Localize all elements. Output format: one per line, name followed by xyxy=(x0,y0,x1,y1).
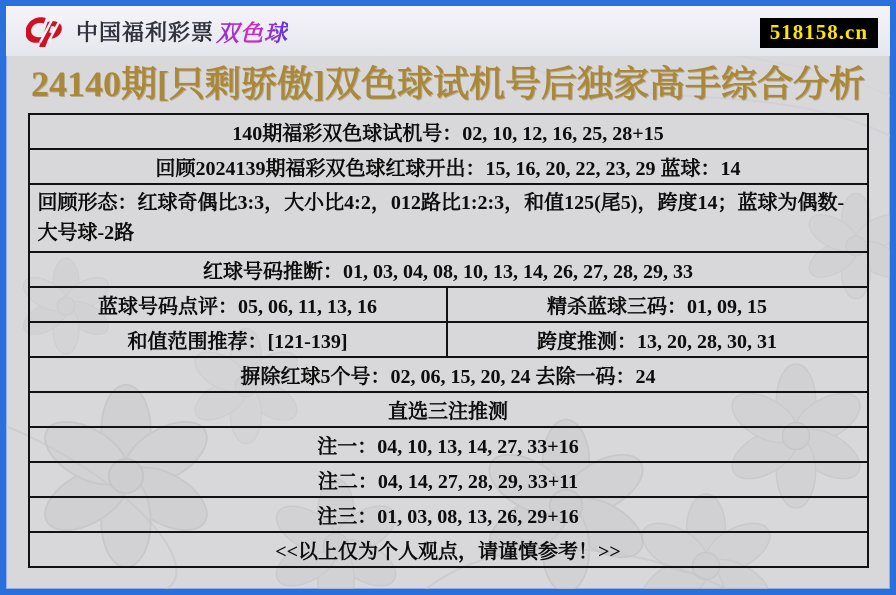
row-sum-span xyxy=(30,323,867,358)
row-pick-3: 注三：01, 03, 08, 13, 26, 29+16 xyxy=(30,498,867,533)
row-previous-draw: 回顾2024139期福彩双色球红球开出：15, 16, 20, 22, 23, 29 蓝球：14 xyxy=(30,150,867,185)
page-title: 24140期[只剩骄傲]双色球试机号后独家高手综合分析 xyxy=(31,64,865,104)
china-welfare-lottery-logo xyxy=(26,11,68,51)
analysis-table xyxy=(28,113,869,568)
cell-span-prediction: 跨度推测：13, 20, 28, 30, 31 xyxy=(537,331,777,353)
row-direct-picks-header: 直选三注推测 xyxy=(30,393,867,428)
cell-blue-ball-comment: 蓝球号码点评：05, 06, 11, 13, 16 xyxy=(30,288,448,321)
cell-kill-blue-three: 精杀蓝球三码：01, 09, 15 xyxy=(547,296,767,318)
brand-prefix: 中国福利彩票 xyxy=(76,19,215,45)
row-disclaimer: <<以上仅为个人观点，请谨慎参考！>> xyxy=(275,541,621,563)
brand-title xyxy=(76,15,288,48)
row-pick-1: 注一：04, 10, 13, 14, 27, 33+16 xyxy=(30,428,867,463)
brand-highlight: 双色球 xyxy=(216,15,288,48)
row-excluded-reds: 摒除红球5个号：02, 06, 15, 20, 24 去除一码：24 xyxy=(30,358,867,393)
site-badge: 518158.cn xyxy=(760,18,878,48)
row-trial-number: 140期福彩双色球试机号：02, 10, 12, 16, 25, 28+15 xyxy=(30,115,867,150)
row-pattern-review: 回顾形态：红球奇偶比3:3，大小比4:2，012路比1:2:3，和值125(尾5)，跨度14；蓝球为偶数-大号球-2路 xyxy=(30,185,867,253)
header-bar xyxy=(6,6,890,56)
row-blue-ball xyxy=(30,288,867,323)
cell-sum-range: 和值范围推荐：[121-139] xyxy=(30,323,448,356)
row-pick-2: 注二：04, 14, 27, 28, 29, 33+11 xyxy=(30,463,867,498)
row-red-ball-prediction: 红球号码推断：01, 03, 04, 08, 10, 13, 14, 26, 27, 28, 29, 33 xyxy=(30,253,867,288)
